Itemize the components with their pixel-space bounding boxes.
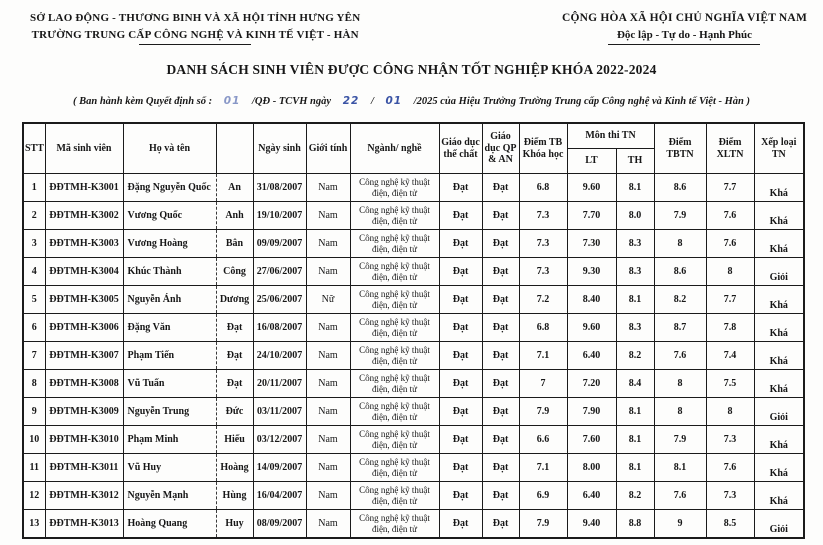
cell-physical-education: Đạt	[439, 202, 482, 230]
student-row	[23, 454, 804, 482]
cell-grad-score: 7.6	[706, 230, 754, 258]
cell-stt: 3	[23, 230, 45, 258]
cell-family-name: Vũ Huy	[123, 454, 216, 482]
cell-physical-education: Đạt	[439, 286, 482, 314]
cell-family-name: Đặng Văn	[123, 314, 216, 342]
cell-grad-score: 8.5	[706, 510, 754, 539]
cell-gender: Nam	[306, 202, 350, 230]
cell-theory-score: 7.90	[567, 398, 616, 426]
cell-grad-score: 8	[706, 258, 754, 286]
cell-major: Công nghệ kỹ thuật điện, điện tử	[350, 258, 439, 286]
document-subtitle	[0, 95, 823, 107]
cell-birth-date: 19/10/2007	[253, 202, 306, 230]
cell-grad-rank: Khá	[754, 202, 804, 230]
cell-major: Công nghệ kỹ thuật điện, điện tử	[350, 342, 439, 370]
cell-gender: Nữ	[306, 286, 350, 314]
cell-stt: 13	[23, 510, 45, 539]
cell-family-name: Khúc Thành	[123, 258, 216, 286]
cell-student-id: ĐĐTMH-K3007	[45, 342, 123, 370]
cell-physical-education: Đạt	[439, 426, 482, 454]
cell-exam-gpa: 7.9	[654, 202, 706, 230]
student-row	[23, 510, 804, 539]
header-major: Ngành/ nghề	[350, 123, 439, 174]
cell-birth-date: 27/06/2007	[253, 258, 306, 286]
cell-given-name: Huy	[216, 510, 253, 539]
header-practice: TH	[616, 149, 654, 174]
cell-grad-rank: Giỏi	[754, 398, 804, 426]
student-row	[23, 342, 804, 370]
cell-course-gpa: 6.8	[519, 314, 567, 342]
cell-grad-rank: Khá	[754, 482, 804, 510]
national-motto-block	[562, 12, 807, 45]
cell-family-name: Vương Hoàng	[123, 230, 216, 258]
cell-major: Công nghệ kỹ thuật điện, điện tử	[350, 426, 439, 454]
cell-physical-education: Đạt	[439, 342, 482, 370]
cell-exam-gpa: 9	[654, 510, 706, 539]
issuer-underline	[139, 44, 251, 45]
cell-birth-date: 25/06/2007	[253, 286, 306, 314]
cell-course-gpa: 7.9	[519, 510, 567, 539]
cell-birth-date: 16/08/2007	[253, 314, 306, 342]
subtitle-mid: /QĐ - TCVH ngày	[252, 96, 332, 107]
cell-given-name: Hiếu	[216, 426, 253, 454]
cell-gender: Nam	[306, 454, 350, 482]
cell-student-id: ĐĐTMH-K3005	[45, 286, 123, 314]
cell-defense-education: Đạt	[482, 258, 519, 286]
handwritten-month: 01	[385, 95, 403, 107]
cell-grad-score: 8	[706, 398, 754, 426]
header-gender: Giới tính	[306, 123, 350, 174]
cell-grad-score: 7.3	[706, 426, 754, 454]
cell-theory-score: 9.30	[567, 258, 616, 286]
header-defense-education: Giáo dục QP & AN	[482, 123, 519, 174]
cell-practice-score: 8.3	[616, 314, 654, 342]
student-row	[23, 482, 804, 510]
cell-practice-score: 8.2	[616, 482, 654, 510]
cell-given-name: Đạt	[216, 370, 253, 398]
students-tbody	[23, 174, 804, 539]
cell-student-id: ĐĐTMH-K3003	[45, 230, 123, 258]
cell-theory-score: 9.60	[567, 314, 616, 342]
cell-stt: 6	[23, 314, 45, 342]
cell-birth-date: 08/09/2007	[253, 510, 306, 539]
cell-exam-gpa: 8	[654, 230, 706, 258]
cell-gender: Nam	[306, 510, 350, 539]
cell-stt: 12	[23, 482, 45, 510]
cell-stt: 5	[23, 286, 45, 314]
cell-theory-score: 8.40	[567, 286, 616, 314]
cell-birth-date: 03/11/2007	[253, 398, 306, 426]
cell-family-name: Phạm Tiến	[123, 342, 216, 370]
student-row	[23, 398, 804, 426]
cell-grad-rank: Khá	[754, 286, 804, 314]
cell-student-id: ĐĐTMH-K3010	[45, 426, 123, 454]
cell-family-name: Vũ Tuấn	[123, 370, 216, 398]
cell-course-gpa: 7	[519, 370, 567, 398]
cell-stt: 11	[23, 454, 45, 482]
student-row	[23, 174, 804, 202]
header-student-id: Mã sinh viên	[45, 123, 123, 174]
header-theory: LT	[567, 149, 616, 174]
cell-exam-gpa: 8.6	[654, 258, 706, 286]
cell-physical-education: Đạt	[439, 314, 482, 342]
cell-grad-rank: Khá	[754, 314, 804, 342]
cell-major: Công nghệ kỹ thuật điện, điện tử	[350, 230, 439, 258]
cell-practice-score: 8.1	[616, 426, 654, 454]
cell-family-name: Nguyễn Ánh	[123, 286, 216, 314]
table-head	[23, 123, 804, 174]
cell-student-id: ĐĐTMH-K3013	[45, 510, 123, 539]
cell-practice-score: 8.1	[616, 454, 654, 482]
cell-grad-rank: Khá	[754, 426, 804, 454]
cell-grad-score: 7.3	[706, 482, 754, 510]
cell-grad-rank: Khá	[754, 342, 804, 370]
cell-theory-score: 8.00	[567, 454, 616, 482]
cell-exam-gpa: 8.7	[654, 314, 706, 342]
cell-given-name: Hoàng	[216, 454, 253, 482]
cell-grad-score: 7.7	[706, 174, 754, 202]
student-row	[23, 286, 804, 314]
cell-given-name: Đạt	[216, 342, 253, 370]
cell-student-id: ĐĐTMH-K3006	[45, 314, 123, 342]
cell-gender: Nam	[306, 370, 350, 398]
header-stt: STT	[23, 123, 45, 174]
handwritten-day: 22	[342, 95, 360, 107]
cell-grad-score: 7.7	[706, 286, 754, 314]
cell-grad-score: 7.8	[706, 314, 754, 342]
cell-practice-score: 8.4	[616, 370, 654, 398]
cell-theory-score: 7.30	[567, 230, 616, 258]
cell-physical-education: Đạt	[439, 258, 482, 286]
cell-exam-gpa: 8.1	[654, 454, 706, 482]
issuer-line-1: SỞ LAO ĐỘNG - THƯƠNG BINH VÀ XÃ HỘI TỈNH HƯNG YÊN	[30, 12, 361, 24]
header-course-gpa: Điểm TB Khóa học	[519, 123, 567, 174]
cell-physical-education: Đạt	[439, 482, 482, 510]
cell-family-name: Nguyễn Mạnh	[123, 482, 216, 510]
cell-grad-score: 7.6	[706, 202, 754, 230]
cell-defense-education: Đạt	[482, 398, 519, 426]
cell-given-name: Bân	[216, 230, 253, 258]
cell-grad-rank: Khá	[754, 230, 804, 258]
cell-stt: 9	[23, 398, 45, 426]
cell-practice-score: 8.2	[616, 342, 654, 370]
cell-given-name: Hùng	[216, 482, 253, 510]
cell-practice-score: 8.1	[616, 398, 654, 426]
cell-family-name: Phạm Minh	[123, 426, 216, 454]
cell-theory-score: 6.40	[567, 482, 616, 510]
cell-defense-education: Đạt	[482, 202, 519, 230]
header-given-name-blank	[216, 123, 253, 174]
cell-birth-date: 16/04/2007	[253, 482, 306, 510]
cell-gender: Nam	[306, 230, 350, 258]
cell-physical-education: Đạt	[439, 454, 482, 482]
cell-student-id: ĐĐTMH-K3004	[45, 258, 123, 286]
header-birth-date: Ngày sinh	[253, 123, 306, 174]
cell-given-name: Anh	[216, 202, 253, 230]
cell-practice-score: 8.8	[616, 510, 654, 539]
cell-student-id: ĐĐTMH-K3008	[45, 370, 123, 398]
cell-practice-score: 8.3	[616, 258, 654, 286]
cell-student-id: ĐĐTMH-K3009	[45, 398, 123, 426]
cell-grad-rank: Khá	[754, 454, 804, 482]
cell-stt: 7	[23, 342, 45, 370]
cell-family-name: Vương Quốc	[123, 202, 216, 230]
cell-defense-education: Đạt	[482, 174, 519, 202]
cell-course-gpa: 6.6	[519, 426, 567, 454]
cell-grad-rank: Giỏi	[754, 258, 804, 286]
cell-practice-score: 8.3	[616, 230, 654, 258]
cell-exam-gpa: 7.6	[654, 342, 706, 370]
cell-gender: Nam	[306, 426, 350, 454]
cell-birth-date: 24/10/2007	[253, 342, 306, 370]
cell-grad-rank: Khá	[754, 370, 804, 398]
national-line-1: CỘNG HÒA XÃ HỘI CHỦ NGHĨA VIỆT NAM	[561, 12, 807, 24]
cell-physical-education: Đạt	[439, 398, 482, 426]
cell-grad-score: 7.5	[706, 370, 754, 398]
header-grad-rank: Xếp loại TN	[754, 123, 804, 174]
cell-birth-date: 14/09/2007	[253, 454, 306, 482]
cell-practice-score: 8.1	[616, 174, 654, 202]
cell-given-name: Dương	[216, 286, 253, 314]
cell-gender: Nam	[306, 314, 350, 342]
cell-exam-gpa: 8.6	[654, 174, 706, 202]
cell-student-id: ĐĐTMH-K3011	[45, 454, 123, 482]
cell-course-gpa: 6.8	[519, 174, 567, 202]
header-full-name: Họ và tên	[123, 123, 216, 174]
document-header	[0, 10, 823, 45]
cell-defense-education: Đạt	[482, 314, 519, 342]
cell-gender: Nam	[306, 174, 350, 202]
cell-physical-education: Đạt	[439, 230, 482, 258]
cell-given-name: Đức	[216, 398, 253, 426]
cell-major: Công nghệ kỹ thuật điện, điện tử	[350, 202, 439, 230]
cell-grad-rank: Khá	[754, 174, 804, 202]
student-row	[23, 258, 804, 286]
student-row	[23, 426, 804, 454]
cell-stt: 8	[23, 370, 45, 398]
issuer-block	[30, 12, 360, 45]
student-row	[23, 314, 804, 342]
cell-course-gpa: 6.9	[519, 482, 567, 510]
document-title: DANH SÁCH SINH VIÊN ĐƯỢC CÔNG NHẬN TỐT NGHIỆP KHÓA 2022-2024	[166, 62, 657, 77]
header-grad-score: Điểm XLTN	[706, 123, 754, 174]
cell-major: Công nghệ kỹ thuật điện, điện tử	[350, 174, 439, 202]
cell-theory-score: 9.40	[567, 510, 616, 539]
cell-exam-gpa: 7.6	[654, 482, 706, 510]
student-row	[23, 230, 804, 258]
cell-defense-education: Đạt	[482, 230, 519, 258]
cell-given-name: Công	[216, 258, 253, 286]
cell-course-gpa: 7.2	[519, 286, 567, 314]
cell-exam-gpa: 7.9	[654, 426, 706, 454]
cell-stt: 2	[23, 202, 45, 230]
cell-birth-date: 09/09/2007	[253, 230, 306, 258]
cell-grad-score: 7.4	[706, 342, 754, 370]
cell-student-id: ĐĐTMH-K3001	[45, 174, 123, 202]
cell-defense-education: Đạt	[482, 286, 519, 314]
cell-grad-score: 7.6	[706, 454, 754, 482]
cell-theory-score: 7.20	[567, 370, 616, 398]
cell-given-name: An	[216, 174, 253, 202]
cell-course-gpa: 7.1	[519, 342, 567, 370]
cell-major: Công nghệ kỹ thuật điện, điện tử	[350, 454, 439, 482]
cell-family-name: Nguyễn Trung	[123, 398, 216, 426]
cell-course-gpa: 7.9	[519, 398, 567, 426]
cell-family-name: Hoàng Quang	[123, 510, 216, 539]
cell-practice-score: 8.0	[616, 202, 654, 230]
cell-physical-education: Đạt	[439, 174, 482, 202]
cell-exam-gpa: 8.2	[654, 286, 706, 314]
cell-defense-education: Đạt	[482, 482, 519, 510]
cell-birth-date: 20/11/2007	[253, 370, 306, 398]
header-exam-subjects: Môn thi TN	[567, 123, 654, 149]
cell-major: Công nghệ kỹ thuật điện, điện tử	[350, 286, 439, 314]
cell-stt: 1	[23, 174, 45, 202]
cell-physical-education: Đạt	[439, 510, 482, 539]
cell-major: Công nghệ kỹ thuật điện, điện tử	[350, 370, 439, 398]
handwritten-decision-number: 01	[223, 95, 241, 107]
cell-given-name: Đạt	[216, 314, 253, 342]
student-row	[23, 202, 804, 230]
subtitle-suffix: /2025 của Hiệu Trưởng Trường Trung cấp Công nghệ và Kinh tế Việt - Hàn )	[413, 96, 751, 107]
cell-course-gpa: 7.3	[519, 230, 567, 258]
cell-gender: Nam	[306, 398, 350, 426]
cell-major: Công nghệ kỹ thuật điện, điện tử	[350, 510, 439, 539]
cell-theory-score: 7.70	[567, 202, 616, 230]
cell-major: Công nghệ kỹ thuật điện, điện tử	[350, 398, 439, 426]
graduation-table	[22, 122, 805, 539]
cell-defense-education: Đạt	[482, 510, 519, 539]
cell-student-id: ĐĐTMH-K3012	[45, 482, 123, 510]
cell-course-gpa: 7.3	[519, 202, 567, 230]
subtitle-prefix: ( Ban hành kèm Quyết định số :	[72, 96, 213, 107]
cell-gender: Nam	[306, 342, 350, 370]
cell-defense-education: Đạt	[482, 426, 519, 454]
cell-birth-date: 31/08/2007	[253, 174, 306, 202]
cell-practice-score: 8.1	[616, 286, 654, 314]
national-underline	[608, 44, 760, 45]
student-row	[23, 370, 804, 398]
cell-major: Công nghệ kỹ thuật điện, điện tử	[350, 482, 439, 510]
header-exam-gpa: Điểm TBTN	[654, 123, 706, 174]
cell-defense-education: Đạt	[482, 370, 519, 398]
cell-defense-education: Đạt	[482, 342, 519, 370]
cell-gender: Nam	[306, 258, 350, 286]
cell-stt: 4	[23, 258, 45, 286]
cell-defense-education: Đạt	[482, 454, 519, 482]
cell-major: Công nghệ kỹ thuật điện, điện tử	[350, 314, 439, 342]
cell-theory-score: 9.60	[567, 174, 616, 202]
cell-course-gpa: 7.3	[519, 258, 567, 286]
issuer-line-2: TRƯỜNG TRUNG CẤP CÔNG NGHỆ VÀ KINH TẾ VIỆT - HÀN	[31, 29, 359, 41]
cell-family-name: Đặng Nguyễn Quốc	[123, 174, 216, 202]
cell-theory-score: 7.60	[567, 426, 616, 454]
cell-physical-education: Đạt	[439, 370, 482, 398]
cell-gender: Nam	[306, 482, 350, 510]
header-physical-education: Giáo dục thể chất	[439, 123, 482, 174]
cell-stt: 10	[23, 426, 45, 454]
national-line-2: Độc lập - Tự do - Hạnh Phúc	[616, 29, 753, 41]
cell-exam-gpa: 8	[654, 398, 706, 426]
cell-theory-score: 6.40	[567, 342, 616, 370]
cell-grad-rank: Giỏi	[754, 510, 804, 539]
subtitle-slash: /	[370, 96, 374, 107]
cell-birth-date: 03/12/2007	[253, 426, 306, 454]
cell-course-gpa: 7.1	[519, 454, 567, 482]
cell-student-id: ĐĐTMH-K3002	[45, 202, 123, 230]
cell-exam-gpa: 8	[654, 370, 706, 398]
